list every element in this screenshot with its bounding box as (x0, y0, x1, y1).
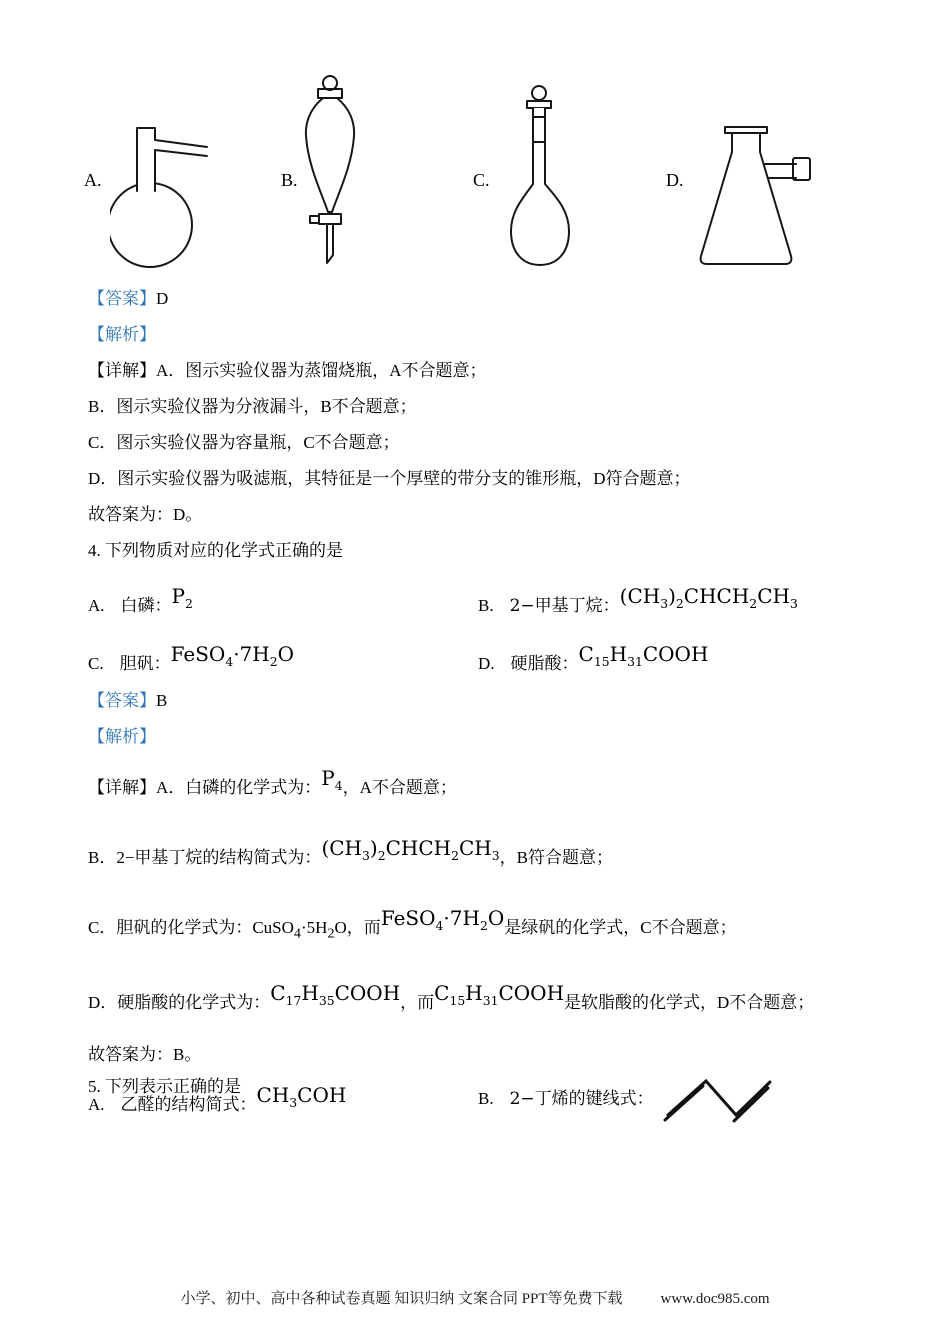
q4-option-b (478, 586, 900, 616)
option-d-label: D. (478, 654, 495, 673)
q3-detail-line-d (88, 469, 900, 489)
q4-option-c (88, 644, 478, 674)
q4-detail-line-c (88, 900, 900, 951)
q3-conclusion-line (88, 505, 900, 525)
q4-detail-line-a (88, 760, 900, 806)
analysis-label: 【解析】 (88, 325, 156, 344)
q4-detail-c-pre: C．胆矾的化学式为：$CuSO_4\cdot 5H_2O$，而 (88, 918, 381, 942)
option-b-prefix: 2− (509, 596, 535, 616)
option-d-text: 硬脂酸： (510, 654, 579, 673)
q3-detail-b-text: B．图示实验仪器为分液漏斗，B不合题意； (88, 397, 417, 416)
volumetric-flask-icon (503, 84, 577, 269)
q3-detail-a-text: A．图示实验仪器为蒸馏烧瓶，A不合题意； (156, 361, 487, 380)
option-a-formula: $P_2$ (171, 584, 193, 611)
q5-option-b (478, 1069, 900, 1131)
q3-detail-d-text: D．图示实验仪器为吸滤瓶，其特征是一个厚壁的带分支的锥形瓶，D符合题意； (88, 469, 691, 488)
footer-site-url: www.doc985.com (660, 1291, 770, 1307)
q4-title (88, 541, 900, 561)
q5-options-grid (88, 1072, 900, 1128)
distillation-flask-icon (110, 125, 210, 270)
analysis-label: 【解析】 (88, 727, 156, 746)
option-d-formula: $C_{15}H_{31}COOH$ (578, 642, 709, 669)
q4-detail-a-formula: $P_4$ (321, 766, 343, 793)
q4-title-text: 4. 下列物质对应的化学式正确的是 (88, 541, 343, 560)
q3-analysis-line (88, 325, 900, 345)
q4-detail-d-mid: ，而 (400, 993, 435, 1013)
option-b-formula: $(CH_3)_2CHCH_2CH_3$ (619, 584, 798, 611)
q4-detail-a-post: ，A不合题意； (342, 778, 457, 797)
apparatus-option-d-label: D. (666, 170, 684, 190)
option-c-text: 胆矾： (119, 654, 171, 673)
q4-detail-b-post: ，B符合题意； (499, 848, 613, 867)
q4-options-grid (88, 568, 900, 674)
q4-detail-c-formula: $FeSO_4\cdot 7H_2O$ (380, 906, 505, 933)
q4-conclusion-text: 故答案为：B。 (88, 1045, 202, 1065)
q4-detail-line-b (88, 830, 900, 876)
option-a-formula: $CH_3COH$ (256, 1083, 347, 1110)
q3-detail-line-b (88, 397, 900, 417)
q5-title-text: 5. 下列表示正确的是 (88, 1077, 241, 1097)
q4-detail-section (88, 760, 900, 1109)
q3-detail-line-a (88, 361, 900, 381)
option-a-text: 乙醛的结构简式： (120, 1095, 257, 1114)
q4-detail-b-pre: B．2−甲基丁烷的结构简式为： (88, 848, 322, 867)
apparatus-option-a-label: A. (84, 170, 102, 190)
q3-detail-line-c (88, 433, 900, 453)
q3-detail-c-text: C．图示实验仪器为容量瓶，C不合题意； (88, 433, 400, 452)
q4-detail-a-pre: A．白磷的化学式为： (156, 778, 322, 797)
bond-line-structure-icon (660, 1069, 775, 1131)
answer-label: 【答案】 (88, 691, 156, 710)
apparatus-options-row (0, 70, 950, 285)
q4-analysis-line (88, 727, 900, 747)
q4-detail-d-formula1: $C_{17}H_{35}COOH$ (270, 981, 401, 1009)
option-b-label: B. (478, 596, 494, 615)
option-c-label: C. (88, 654, 104, 673)
detail-label: 【详解】 (88, 778, 156, 797)
q3-answer-line (88, 289, 900, 309)
q4-detail-d-post: 是软脂酸的化学式，D不合题意； (564, 993, 815, 1013)
q4-detail-b-formula: $(CH_3)_2CHCH_2CH_3$ (321, 836, 500, 863)
separating-funnel-icon (298, 74, 362, 272)
answer-label: 【答案】 (88, 289, 156, 308)
footer-text: 小学、初中、高中各种试卷真题 知识归纳 文案合同 PPT等免费下载 (180, 1291, 623, 1307)
option-c-formula: $FeSO_4\cdot 7H_2O$ (170, 642, 295, 669)
q4-conclusion-line (88, 1045, 900, 1065)
q4-option-d (478, 644, 900, 674)
suction-filter-flask-icon (692, 126, 812, 271)
q4-option-a (88, 586, 478, 616)
option-b-text: 2−丁烯的键线式： (509, 1088, 654, 1109)
option-a-text: 白磷： (120, 596, 172, 615)
option-a-label: A. (88, 596, 105, 615)
q3-answer-value: D (156, 289, 169, 308)
q4-answer-line (88, 691, 900, 711)
q3-conclusion-text: 故答案为：D。 (88, 505, 203, 524)
q4-detail-line-d (88, 975, 900, 1021)
apparatus-option-b-label: B. (281, 170, 298, 190)
q5-option-a (88, 1085, 478, 1115)
option-b-text: 甲基丁烷： (534, 596, 620, 615)
q4-detail-d-pre: D．硬脂酸的化学式为： (88, 993, 271, 1013)
q4-detail-d-formula2: $C_{15}H_{31}COOH$ (434, 981, 565, 1009)
q4-answer-section (88, 691, 900, 763)
q3-explanation-section (88, 289, 900, 577)
q4-answer-value: B (156, 691, 168, 710)
detail-label: 【详解】 (88, 361, 156, 380)
q4-detail-c-post: 是绿矾的化学式，C不合题意； (504, 918, 737, 937)
option-a-label: A. (88, 1095, 105, 1114)
option-b-label: B. (478, 1088, 494, 1108)
apparatus-option-c-label: C. (473, 170, 490, 190)
page-footer (0, 1287, 950, 1308)
